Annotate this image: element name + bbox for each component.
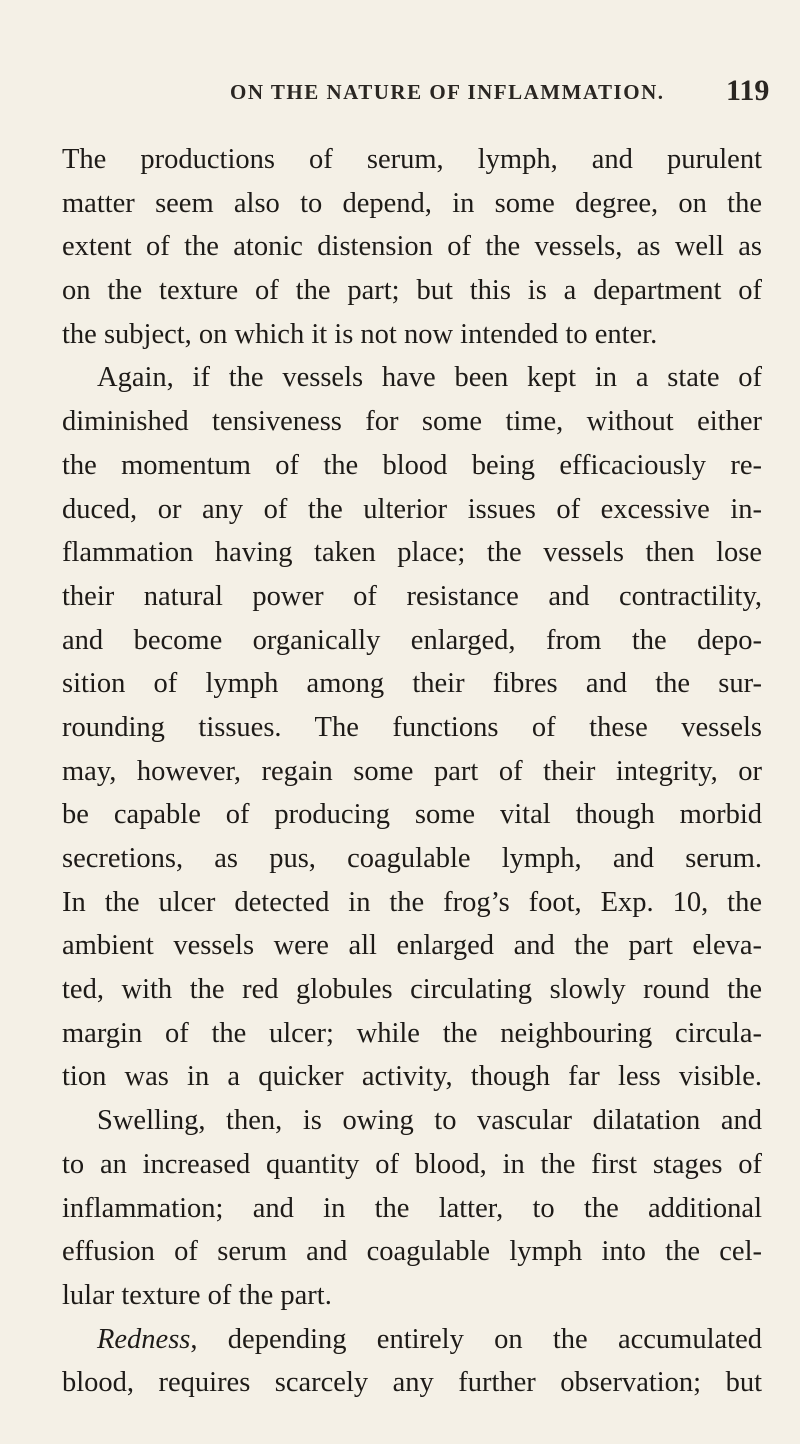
text-line-redness	[62, 1318, 762, 1362]
text-line: The productions of serum, lymph, and purulent	[62, 144, 762, 175]
text-line: ted, with the red globules circulating slowly round the	[62, 974, 762, 1006]
text-line: to an increased quantity of blood, in the first stages of	[62, 1148, 762, 1180]
redness-rest: , depending entirely on the accumulated	[190, 1323, 762, 1355]
text-line: In the ulcer detected in the frog’s foot, Exp. 10, the	[62, 886, 762, 918]
text-line: lular texture of the part.	[62, 1279, 332, 1311]
text-line: duced, or any of the ulterior issues of excessive in-	[62, 493, 762, 525]
text-line: Again, if the vessels have been kept in a state of	[97, 362, 762, 394]
text-line: Swelling, then, is owing to vascular dilatation and	[97, 1105, 762, 1137]
running-head: ON THE NATURE OF INFLAMMATION.	[230, 80, 665, 104]
text-line: ambient vessels were all enlarged and the part eleva-	[62, 930, 762, 962]
text-line: tion was in a quicker activity, though far less visible.	[62, 1061, 762, 1093]
text-line: inflammation; and in the latter, to the additional	[62, 1192, 762, 1224]
text-line: effusion of serum and coagulable lymph into the cel-	[62, 1236, 762, 1268]
text-line: margin of the ulcer; while the neighbouring circula-	[62, 1017, 762, 1049]
text-line: sition of lymph among their fibres and the sur-	[62, 668, 762, 700]
text-line: matter seem also to depend, in some degree, on the	[62, 187, 762, 219]
text-line: the subject, on which it is not now intended to enter.	[62, 318, 658, 350]
text-line: blood, requires scarcely any further observation; but	[62, 1367, 762, 1399]
text-line: may, however, regain some part of their integrity, or	[62, 755, 762, 787]
text-line: diminished tensiveness for some time, without either	[62, 406, 762, 438]
text-line: and become organically enlarged, from the depo-	[62, 624, 762, 656]
body-text	[62, 138, 762, 1405]
text-line: their natural power of resistance and contractility,	[62, 580, 762, 612]
text-line: flammation having taken place; the vessels then lose	[62, 537, 762, 569]
text-line: rounding tissues. The functions of these vessels	[62, 711, 762, 743]
text-line: secretions, as pus, coagulable lymph, and serum.	[62, 843, 762, 874]
text-line: be capable of producing some vital though morbid	[62, 799, 762, 831]
text-line: on the texture of the part; but this is a department of	[62, 275, 762, 307]
page-number: 119	[726, 74, 770, 107]
text-line: the momentum of the blood being efficaciously re-	[62, 449, 762, 481]
text-line: extent of the atonic distension of the vessels, as well as	[62, 231, 762, 263]
redness-term: Redness	[97, 1323, 191, 1355]
